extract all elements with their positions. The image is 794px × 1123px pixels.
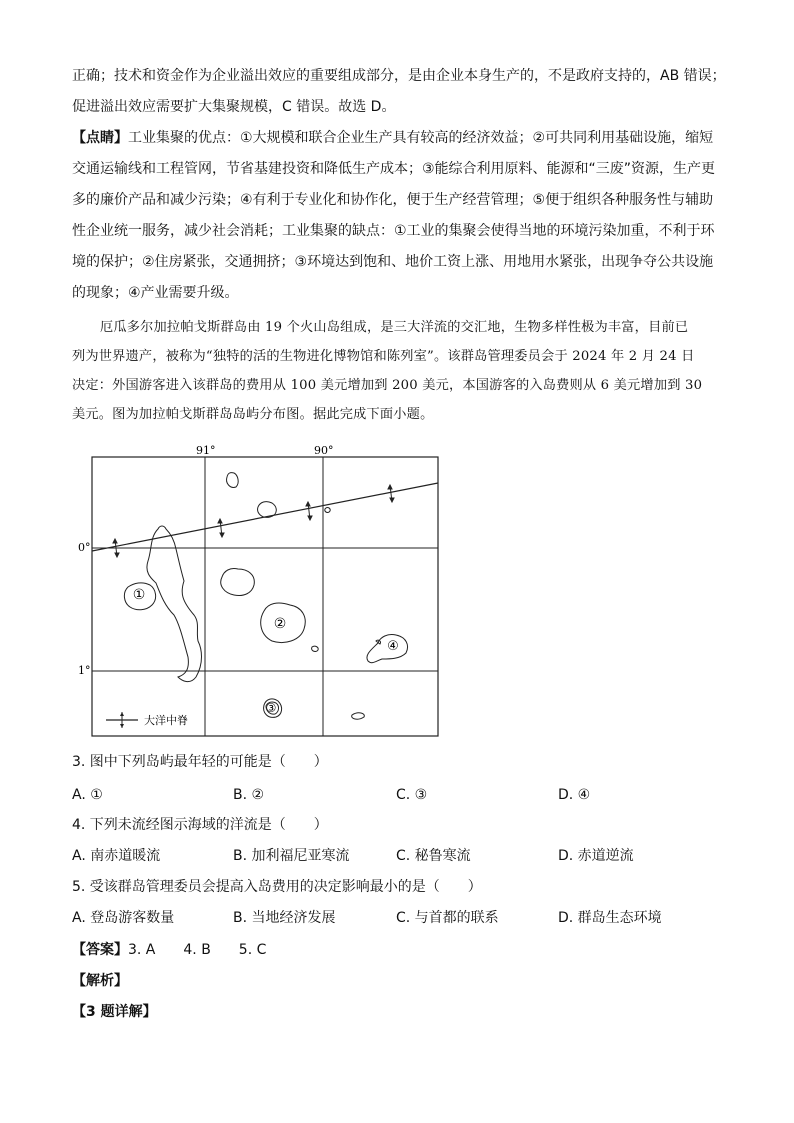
- ridge-arrows: [113, 485, 394, 557]
- legend: [106, 712, 188, 728]
- option: B. ②: [233, 787, 265, 803]
- island-outline: [221, 568, 255, 595]
- text-line: 境的保护；②住房紧张，交通拥挤；③环境达到饱和、地价工资上涨、用地用水紧张，出现争夺公共设施: [72, 254, 714, 270]
- option: C. 与首都的联系: [396, 910, 499, 926]
- answer-label: 【答案】: [72, 942, 128, 958]
- island-outline: [352, 713, 365, 719]
- option: B. 加利福尼亚寒流: [233, 848, 350, 864]
- text-line: 厄瓜多尔加拉帕戈斯群岛由 19 个火山岛组成，是三大洋流的交汇地，生物多样性极为丰富，目前已: [100, 320, 689, 335]
- question-stem: 3. 图中下列岛屿最年轻的可能是（ ）: [72, 754, 328, 770]
- islands: [124, 473, 407, 720]
- island-label-1: ①: [132, 587, 146, 603]
- option: D. ④: [558, 787, 591, 803]
- island-outline: [312, 646, 319, 651]
- text-line: 决定：外国游客进入该群岛的费用从 100 美元增加到 200 美元，本国游客的入岛费则从 6 美元增加到 30: [72, 378, 703, 393]
- option: A. ①: [72, 787, 103, 803]
- text-line: 性企业统一服务，减少社会消耗；工业集聚的缺点：①工业的集聚会使得当地的环境污染加重，不利于环: [72, 223, 715, 239]
- text-line: 多的廉价产品和减少污染；④有利于专业化和协作化，便于生产经营管理；⑤便于组织各种服务性与辅助: [72, 192, 714, 208]
- text-line: 工业集聚的优点：①大规模和联合企业生产具有较高的经济效益；②可共同利用基础设施，缩短: [128, 130, 714, 146]
- text-line: 促进溢出效应需要扩大集聚规模，C 错误。故选 D。: [72, 99, 396, 115]
- island-map: [72, 445, 452, 745]
- text-line: 交通运输线和工程管网，节省基建投资和降低生产成本；③能综合利用原料、能源和“三废”资源，生产更: [72, 161, 716, 177]
- option: A. 南赤道暖流: [72, 848, 161, 864]
- question-stem: 5. 受该群岛管理委员会提高入岛费用的决定影响最小的是（ ）: [72, 879, 482, 895]
- option: C. ③: [396, 787, 428, 803]
- question-stem: 4. 下列未流经图示海域的洋流是（ ）: [72, 817, 328, 833]
- option: C. 秘鲁寒流: [396, 848, 471, 864]
- answer-text: 3. A 4. B 5. C: [128, 942, 267, 958]
- tip-label: 【点睛】: [72, 130, 128, 146]
- island-outline: [258, 502, 277, 518]
- option: D. 赤道逆流: [558, 848, 634, 864]
- island-label-2: ②: [273, 616, 287, 632]
- analysis-label: 【解析】: [72, 973, 128, 989]
- island-label-3: ③: [265, 701, 277, 715]
- detail-label: 【3 题详解】: [72, 1004, 157, 1020]
- text-line: 美元。图为加拉帕戈斯群岛岛屿分布图。据此完成下面小题。: [72, 407, 434, 422]
- lon-label: 90°: [314, 445, 334, 457]
- island-outline: [325, 508, 330, 513]
- lat-label: 0°: [78, 541, 91, 554]
- lon-label: 91°: [196, 445, 216, 457]
- answer-line: [72, 940, 266, 960]
- option: A. 登岛游客数量: [72, 910, 175, 926]
- text-line: 的现象；④产业需要升级。: [72, 285, 239, 301]
- text-line: 列为世界遗产，被称为“独特的活的生物进化博物馆和陈列室”。该群岛管理委员会于 2024 年 2 月 24 日: [72, 349, 695, 364]
- legend-label: 大洋中脊: [144, 714, 188, 727]
- lat-label: 1°: [78, 664, 91, 677]
- island-label-4: ④: [387, 639, 399, 654]
- isabela-island: [147, 526, 202, 682]
- island-outline: [227, 473, 239, 488]
- text-line: 正确；技术和资金作为企业溢出效应的重要组成部分，是由企业本身生产的，不是政府支持的，AB 错误；: [72, 68, 726, 84]
- option: D. 群岛生态环境: [558, 910, 662, 926]
- option: B. 当地经济发展: [233, 910, 336, 926]
